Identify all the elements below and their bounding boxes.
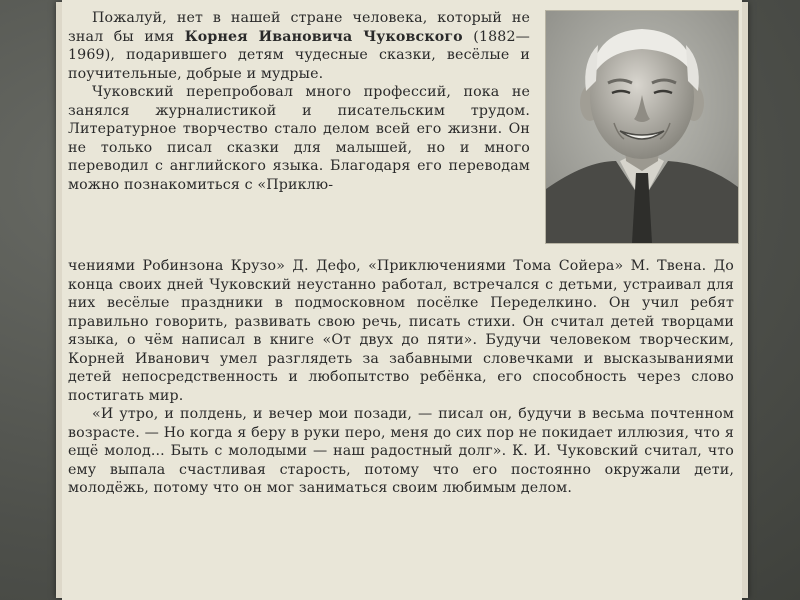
intro-text-before: Пожалуй, нет в нашей стране человека, который не знал бы имя [68, 10, 530, 45]
portrait-photo [545, 10, 739, 244]
paragraph-professions-continued: чениями Робинзона Крузо» Д. Дефо, «Приключениями Тома Сойера» М. Твена. До конца своих дней Чуковский неустанно работал, встречался с детьми, устраивал для них весёлые праздники в подмосковном посёлке Переделкино. Он учил ребят правильно говорить, развивать свою речь, писать стихи. Он считал детей творцами языка, о чём написал в книге «От двух до пяти». Будучи человеком творческим, Корней Иванович умел разглядеть за забавными словечками и высказываниями детей непосредственность и любопытство ребёнка, его способность через слово постигать мир. [68, 258, 734, 404]
intro-text-after: (1882—1969), подарившего детям чудесные сказки, весёлые и поучительные, добрые и мудрые. [68, 28, 530, 82]
paragraph-intro [68, 9, 530, 83]
text-column-bottom [68, 257, 734, 498]
paragraph-professions: Чуковский перепробовал много профессий, пока не занялся журналистикой и писательским трудом. Литературное творчество стало делом всей его жизни. Он не только писал сказки для малышей, но и много переводил с английского языка. Благодаря его переводам можно познакомиться с «Приклю- [68, 84, 530, 193]
paragraph-quote: «И утро, и полдень, и вечер мои позади, — писал он, будучи в весьма почтенном возрасте. — Но когда я беру в руки перо, меня до сих пор не покидает иллюзия, что я ещё молод... Быть с молодыми — наш радостный долг». К. И. Чуковский считал, что ему выпала счастливая старость, потому что его постоянно окружали дети, молодёжь, потому что он мог заниматься своим любимым делом. [68, 406, 734, 496]
author-name: Корнея Ивановича Чуковского [184, 28, 463, 45]
portrait-icon [546, 11, 738, 243]
text-column-top [68, 9, 530, 194]
